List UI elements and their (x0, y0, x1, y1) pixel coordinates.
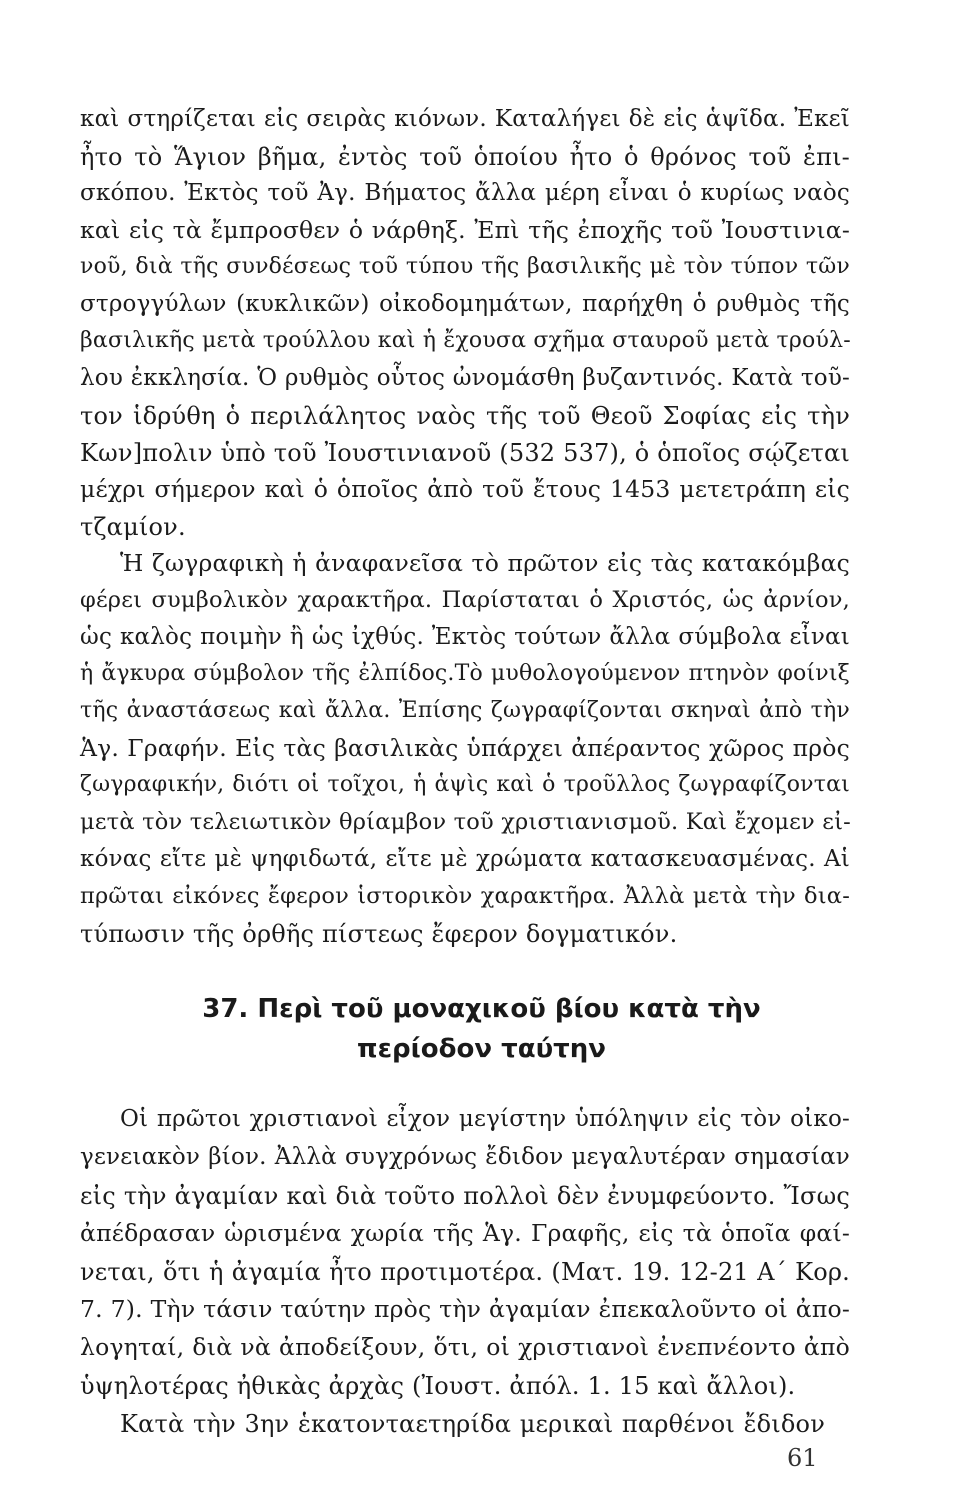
section-heading-continued: περίοδον ταύτην (357, 1034, 606, 1064)
text-line: τον ἱδρύθη ὁ περιλάλητος ναὸς τῆς τοῦ Θεοῦ Σοφίας εἰς τὴν (80, 402, 850, 430)
text-line: νεται, ὅτι ἡ ἀγαμία ἦτο προτιμοτέρα. (Ματ. 19. 12-21 Α΄ Κορ. (80, 1258, 850, 1286)
text-line: τύπωσιν τῆς ὀρθῆς πίστεως ἔφερον δογματικόν. (80, 920, 678, 948)
text-line: μετὰ τὸν τελειωτικὸν θρίαμβον τοῦ χριστιανισμοῦ. Καὶ ἔχομεν εἰ- (80, 809, 851, 835)
text-line: ἦτο τὸ Ἅγιον βῆμα, ἐντὸς τοῦ ὁποίου ἦτο ὁ θρόνος τοῦ ἐπι- (80, 143, 850, 171)
text-line: Κατὰ τὴν 3ην ἑκατονταετηρίδα μερικαὶ παρθένοι ἔδιδον (120, 1410, 825, 1438)
text-line: ὑψηλοτέρας ἠθικὰς ἀρχὰς (Ἰουστ. ἀπόλ. 1. 15 καὶ ἄλλοι). (80, 1372, 796, 1400)
text-line: ἀπέδρασαν ὡρισμένα χωρία τῆς Ἁγ. Γραφῆς, εἰς τὰ ὁποῖα φαί- (80, 1219, 850, 1247)
text-line: γενειακὸν βίον. Ἀλλὰ συγχρόνως ἔδιδον μεγαλυτέραν σημασίαν (80, 1144, 850, 1170)
text-line: Οἱ πρῶτοι χριστιανοὶ εἶχον μεγίστην ὑπόληψιν εἰς τὸν οἰκο- (120, 1106, 850, 1132)
text-line: καὶ εἰς τὰ ἔμπροσθεν ὁ νάρθηξ. Ἐπὶ τῆς ἐποχῆς τοῦ Ἰουστινια- (80, 216, 850, 244)
text-line: κόνας εἴτε μὲ ψηφιδωτά, εἴτε μὲ χρώματα κατασκευασμένας. Αἱ (80, 846, 850, 872)
text-line: Ἡ ζωγραφικὴ ἡ ἀναφανεῖσα τὸ πρῶτον εἰς τὰς κατακόμβας (120, 549, 850, 577)
text-line: λου ἐκκλησία. Ὁ ρυθμὸς οὗτος ὠνομάσθη βυζαντινός. Κατὰ τοῦ- (80, 365, 850, 391)
page-number: 61 (787, 1444, 818, 1472)
text-line: στρογγύλων (κυκλικῶν) οἰκοδομημάτων, παρήχθη ὁ ρυθμὸς τῆς (80, 291, 850, 317)
text-line: Κων]πολιν ὑπὸ τοῦ Ἰουστινιανοῦ (532 537), ὁ ὁποῖος σῴζεται (80, 439, 850, 467)
text-line: Ἁγ. Γραφήν. Εἰς τὰς βασιλικὰς ὑπάρχει ἀπέραντος χῶρος πρὸς (80, 734, 850, 762)
text-line: πρῶται εἰκόνες ἔφερον ἱστορικὸν χαρακτῆρα. Ἀλλὰ μετὰ τὴν δια- (80, 883, 850, 909)
text-line: 7. 7). Τὴν τάσιν ταύτην πρὸς τὴν ἀγαμίαν ἐπεκαλοῦντο οἱ ἀπο- (80, 1295, 850, 1323)
text-line: τζαμίον. (80, 513, 186, 541)
text-line: ὡς καλὸς ποιμὴν ἢ ὡς ἰχθύς. Ἐκτὸς τούτων ἄλλα σύμβολα εἶναι (80, 624, 850, 650)
text-line: ζωγραφικήν, διότι οἱ τοῖχοι, ἡ ἁψὶς καὶ ὁ τροῦλλος ζωγραφίζονται (80, 772, 850, 797)
text-line: φέρει συμβολικὸν χαρακτῆρα. Παρίσταται ὁ Χριστός, ὡς ἀρνίον, (80, 587, 850, 613)
text-line: τῆς ἀναστάσεως καὶ ἄλλα. Ἐπίσης ζωγραφίζονται σκηναὶ ἀπὸ τὴν (80, 698, 850, 723)
text-line: βασιλικῆς μετὰ τρούλλου καὶ ἡ ἔχουσα σχῆμα σταυροῦ μετὰ τρούλ- (80, 328, 851, 353)
text-line: σκόπου. Ἐκτὸς τοῦ Ἀγ. Βήματος ἄλλα μέρη εἶναι ὁ κυρίως ναὸς (80, 180, 850, 206)
text-line: εἰς τὴν ἀγαμίαν καὶ διὰ τοῦτο πολλοὶ δὲν ἐνυμφεύοντο. Ἴσως (80, 1182, 850, 1210)
text-line: νοῦ, διὰ τῆς συνδέσεως τοῦ τύπου τῆς βασιλικῆς μὲ τὸν τύπον τῶν (80, 254, 850, 279)
text-line: λογηταί, διὰ νὰ ἀποδείξουν, ὅτι, οἱ χριστιανοὶ ἐνεπνέοντο ἀπὸ (80, 1333, 850, 1361)
text-line: μέχρι σήμερον καὶ ὁ ὁποῖος ἀπὸ τοῦ ἔτους 1453 μετετράπη εἰς (80, 475, 850, 503)
section-heading: 37. Περὶ τοῦ μοναχικοῦ βίου κατὰ τὴν (202, 994, 761, 1024)
text-line: καὶ στηρίζεται εἰς σειρὰς κιόνων. Καταλήγει δὲ εἰς ἁψῖδα. Ἐκεῖ (80, 106, 850, 132)
text-line: ἡ ἄγκυρα σύμβολον τῆς ἐλπίδος.Τὸ μυθολογούμενον πτηνὸν φοίνιξ (80, 661, 850, 686)
